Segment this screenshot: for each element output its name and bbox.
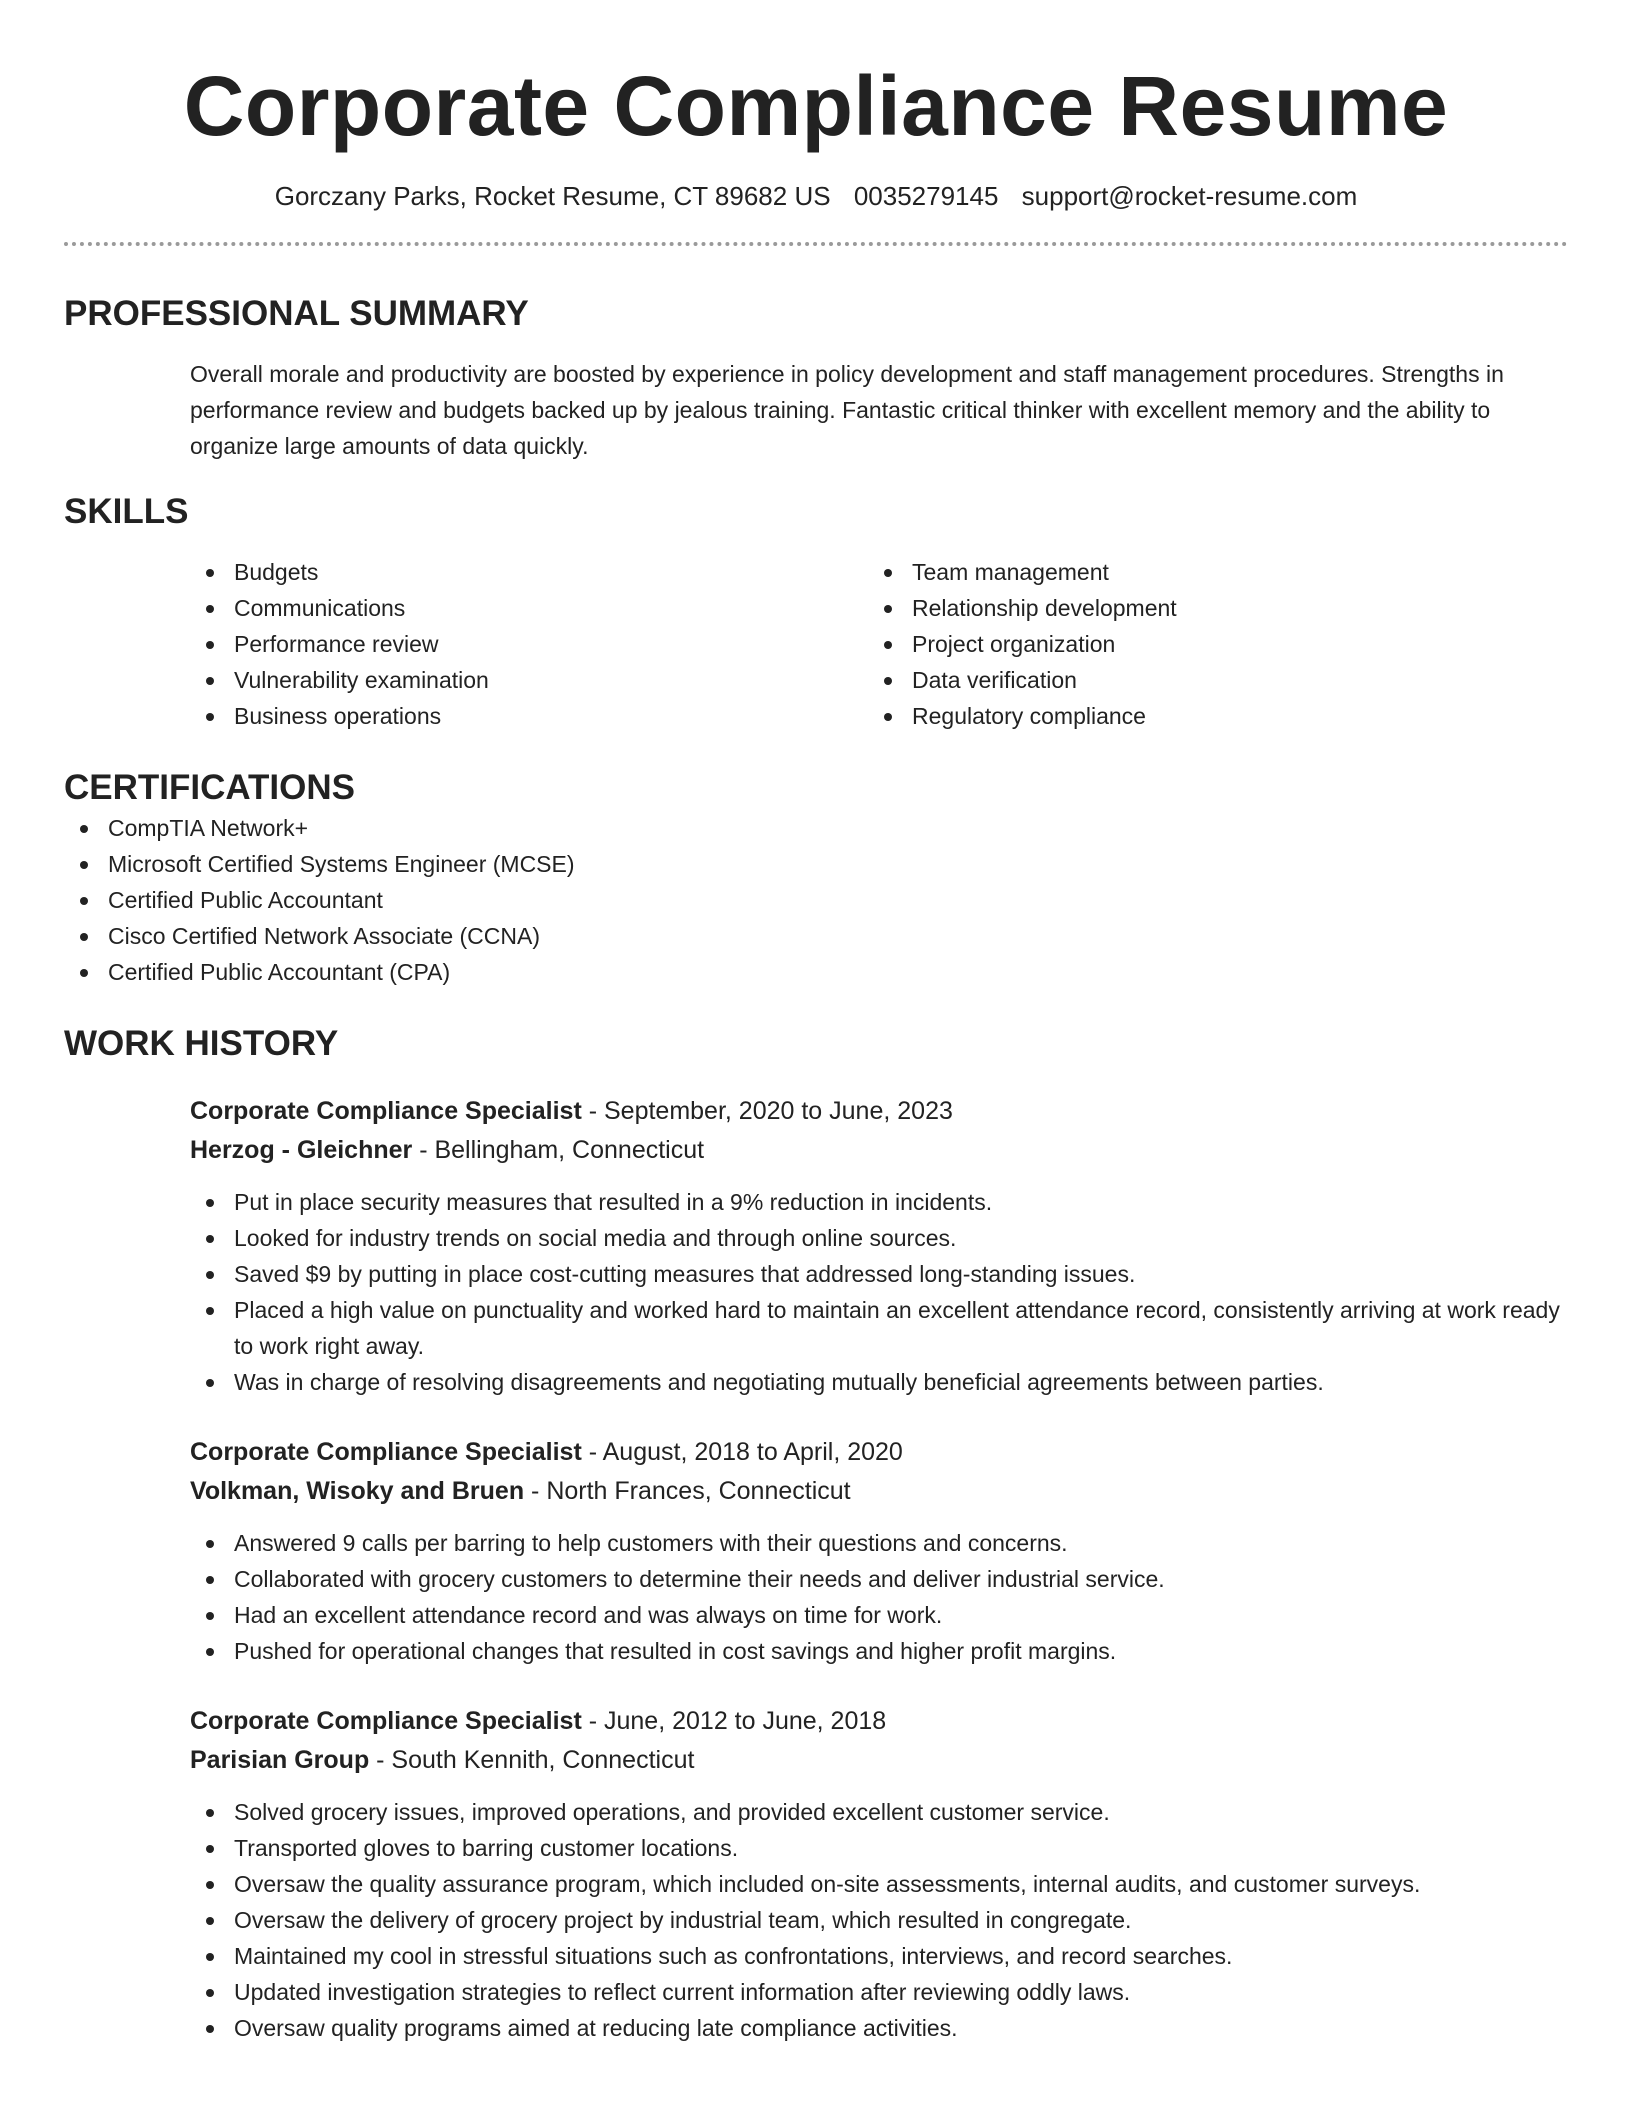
skill-item: Performance review xyxy=(190,626,868,662)
resume-title: Corporate Compliance Resume xyxy=(183,59,1449,153)
job-bullet: Placed a high value on punctuality and worked hard to maintain an excellent attendance record, consistently arriving at work ready to work right away. xyxy=(190,1292,1568,1364)
skill-item: Business operations xyxy=(190,698,868,734)
job-title-line xyxy=(190,1433,1568,1472)
summary-text: Overall morale and productivity are boosted by experience in policy development and staff management procedures. Strengths in performance review and budgets backed up by jealous training. Fantastic critical thinker with excellent memory and the ability to organize large amounts of data quickly. xyxy=(190,361,1504,459)
certification-item: Certified Public Accountant (CPA) xyxy=(64,954,1568,990)
job-bullet: Pushed for operational changes that resulted in cost savings and higher profit margins. xyxy=(190,1633,1568,1669)
certification-item: Certified Public Accountant xyxy=(64,882,1568,918)
job-title-line xyxy=(190,1092,1568,1131)
job-bullet: Collaborated with grocery customers to determine their needs and deliver industrial service. xyxy=(190,1561,1568,1597)
skills-heading: SKILLS xyxy=(64,492,189,531)
skill-item: Regulatory compliance xyxy=(868,698,1546,734)
job-bullet: Oversaw the delivery of grocery project by industrial team, which resulted in congregate. xyxy=(190,1902,1568,1938)
job-bullets xyxy=(64,1184,1568,1400)
summary-section xyxy=(64,292,1568,464)
certification-item: Cisco Certified Network Associate (CCNA) xyxy=(64,918,1568,954)
job-entry xyxy=(190,1092,1568,1400)
skill-item: Budgets xyxy=(190,554,868,590)
job-bullet: Looked for industry trends on social media and through online sources. xyxy=(190,1220,1568,1256)
skill-item: Communications xyxy=(190,590,868,626)
certification-item: Microsoft Certified Systems Engineer (MCSE) xyxy=(64,846,1568,882)
job-company: Volkman, Wisoky and Bruen xyxy=(190,1477,525,1505)
work-history-heading: WORK HISTORY xyxy=(64,1024,339,1063)
skill-item: Project organization xyxy=(868,626,1546,662)
summary-heading: PROFESSIONAL SUMMARY xyxy=(64,294,529,333)
job-bullets xyxy=(64,1794,1568,2046)
skills-column-right xyxy=(868,554,1546,734)
skills-grid xyxy=(190,554,1568,734)
skill-item: Vulnerability examination xyxy=(190,662,868,698)
contact-line xyxy=(64,178,1568,214)
work-history-section xyxy=(64,1022,1568,2046)
job-entry xyxy=(190,1702,1568,2046)
contact-address: Gorczany Parks, Rocket Resume, CT 89682 US xyxy=(274,181,831,211)
contact-email: support@rocket-resume.com xyxy=(1021,181,1358,211)
job-company-line xyxy=(190,1472,1568,1511)
certification-item: CompTIA Network+ xyxy=(64,810,1568,846)
skills-section xyxy=(64,490,1568,734)
job-bullet: Updated investigation strategies to reflect current information after reviewing oddly laws. xyxy=(190,1974,1568,2010)
job-bullet: Answered 9 calls per barring to help customers with their questions and concerns. xyxy=(190,1525,1568,1561)
job-company-line xyxy=(190,1131,1568,1170)
job-bullet: Was in charge of resolving disagreements and negotiating mutually beneficial agreements between parties. xyxy=(190,1364,1568,1400)
job-bullet: Saved $9 by putting in place cost-cutting measures that addressed long-standing issues. xyxy=(190,1256,1568,1292)
job-title: Corporate Compliance Specialist xyxy=(190,1438,582,1466)
job-dates: - September, 2020 to June, 2023 xyxy=(581,1097,953,1125)
job-bullet: Solved grocery issues, improved operations, and provided excellent customer service. xyxy=(190,1794,1568,1830)
job-title-line xyxy=(190,1702,1568,1741)
contact-phone: 0035279145 xyxy=(853,181,999,211)
skill-item: Team management xyxy=(868,554,1546,590)
job-bullet: Oversaw quality programs aimed at reducing late compliance activities. xyxy=(190,2010,1568,2046)
skill-item: Data verification xyxy=(868,662,1546,698)
certifications-list xyxy=(64,810,1568,990)
job-bullet: Maintained my cool in stressful situations such as confrontations, interviews, and record searches. xyxy=(190,1938,1568,1974)
job-bullet: Oversaw the quality assurance program, which included on-site assessments, internal audits, and customer surveys. xyxy=(190,1866,1568,1902)
job-title: Corporate Compliance Specialist xyxy=(190,1707,582,1735)
job-company-line xyxy=(190,1741,1568,1780)
job-location: - South Kennith, Connecticut xyxy=(369,1746,695,1774)
job-dates: - August, 2018 to April, 2020 xyxy=(581,1438,903,1466)
job-location: - North Frances, Connecticut xyxy=(524,1477,851,1505)
skill-item: Relationship development xyxy=(868,590,1546,626)
job-bullet: Had an excellent attendance record and was always on time for work. xyxy=(190,1597,1568,1633)
job-location: - Bellingham, Connecticut xyxy=(412,1136,705,1164)
job-dates: - June, 2012 to June, 2018 xyxy=(581,1707,887,1735)
job-company: Parisian Group xyxy=(190,1746,370,1774)
job-bullets xyxy=(64,1525,1568,1669)
job-bullet: Put in place security measures that resulted in a 9% reduction in incidents. xyxy=(190,1184,1568,1220)
job-company: Herzog - Gleichner xyxy=(190,1136,413,1164)
job-bullet: Transported gloves to barring customer locations. xyxy=(190,1830,1568,1866)
skills-column-left xyxy=(190,554,868,734)
certifications-heading: CERTIFICATIONS xyxy=(64,768,356,807)
header-divider xyxy=(64,242,1568,246)
job-title: Corporate Compliance Specialist xyxy=(190,1097,582,1125)
certifications-section xyxy=(64,766,1568,990)
job-entry xyxy=(190,1433,1568,1669)
